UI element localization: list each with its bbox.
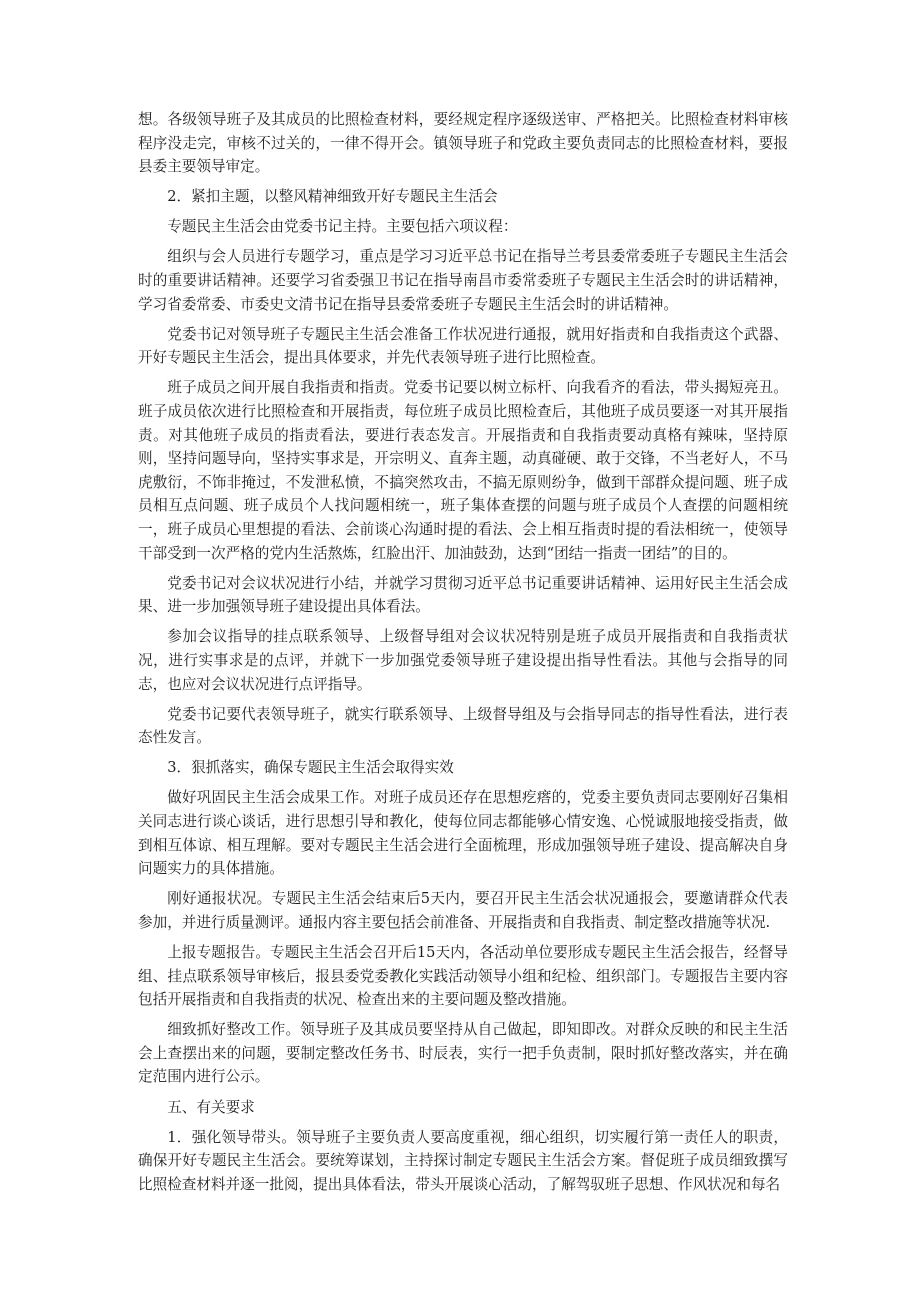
paragraph: 1．强化领导带头。领导班子主要负责人要高度重视，细心组织，切实履行第一责任人的职责，确保开好专题民主生活会。要统筹谋划，主持探讨制定专题民主生活会方案。督促班子成员细致撰写比照检查材料并逐一批阅，提出具体看法，带头开展谈心活动，了解驾驭班子思想、作风状况和每名 <box>138 1128 788 1193</box>
section-heading-2: 2．紧扣主题，以整风精神细致开好专题民主生活会 <box>167 188 498 206</box>
paragraph-continuation: 想。各级领导班子及其成员的比照检查材料，要经规定程序逐级送审、严格把关。比照检查材料审核程序没走完，审核不过关的，一律不得开会。镇领导班子和党政主要负责同志的比照检查材料，要报县委主要领导审定。 <box>138 111 788 176</box>
paragraph: 班子成员之间开展自我指责和指责。党委书记要以树立标杆、向我看齐的看法，带头揭短亮丑。班子成员依次进行比照检查和开展指责，每位班子成员比照检查后，其他班子成员要逐一对其开展指责。对其他班子成员的指责看法，要进行表态发言。开展指责和自我指责要动真格有辣味，坚持原则，坚持问题导向，坚持实事求是，开宗明义、直奔主题，动真碰硬、敢于交锋，不当老好人，不马虎敷衍，不饰非掩过，不发泄私愤，不搞突然攻击，不搞无原则纷争，做到干部群众提问题、班子成员相互点问题、班子成员个人找问题相统一，班子集体查摆的问题与班子成员个人查摆的问题相统一，班子成员心里想提的看法、会前谈心沟通时提的看法、会上相互指责时提的看法相统一，使领导干部受到一次严格的党内生活熬炼，红脸出汗、加油鼓劲，达到“团结一指责一团结”的目的。 <box>138 379 788 562</box>
paragraph: 上报专题报告。专题民主生活会召开后15天内，各活动单位要形成专题民主生活会报告，经督导组、挂点联系领导审核后，报县委党委教化实践活动领导小组和纪检、组织部门。专题报告主要内容包括开展指责和自我指责的状况、检查出来的主要问题及整改措施。 <box>138 944 788 1009</box>
section-heading-5: 五、有关要求 <box>167 1098 255 1116</box>
paragraph: 刚好通报状况。专题民主生活会结束后5天内，要召开民主生活会状况通报会，要邀请群众代表参加，并进行质量测评。通报内容主要包括会前准备、开展指责和自我指责、制定整改措施等状况. <box>138 890 788 931</box>
paragraph: 参加会议指导的挂点联系领导、上级督导组对会议状况特别是班子成员开展指责和自我指责状况，进行实事求是的点评，并就下一步加强党委领导班子建设提出指导性看法。其他与会指导的同志，也应对会议状况进行点评指导。 <box>138 628 788 693</box>
paragraph: 做好巩固民主生活会成果工作。对班子成员还存在思想疙瘩的，党委主要负责同志要刚好召集相关同志进行谈心谈话，进行思想引导和教化，使每位同志都能够心情安逸、心悦诚服地接受指责，做到相互体谅、相互理解。要对专题民主生活会进行全面梳理，形成加强领导班子建设、提高解决自身问题实力的具体措施。 <box>138 789 788 878</box>
paragraph: 组织与会人员进行专题学习，重点是学习习近平总书记在指导兰考县委常委班子专题民主生活会时的重要讲话精神。还要学习省委强卫书记在指导南昌市委常委班子专题民主生活会时的讲话精神，学习省委常委、市委史文清书记在指导县委常委班子专题民主生活会时的讲话精神。 <box>138 248 788 313</box>
section-heading-3: 3．狠抓落实，确保专题民主生活会取得实效 <box>167 759 454 777</box>
paragraph: 专题民主生活会由党委书记主持。主要包括六项议程： <box>167 218 518 236</box>
document-body <box>138 108 788 1203</box>
paragraph: 细致抓好整改工作。领导班子及其成员要坚持从自己做起，即知即改。对群众反映的和民主生活会上查摆出来的问题，要制定整改任务书、时辰表，实行一把手负责制，限时抓好整改落实，并在确定范围内进行公示。 <box>138 1021 788 1086</box>
paragraph: 党委书记对会议状况进行小结，并就学习贯彻习近平总书记重要讲话精神、运用好民主生活会成果、进一步加强领导班子建设提出具体看法。 <box>138 574 788 616</box>
paragraph: 党委书记要代表领导班子，就实行联系领导、上级督导组及与会指导同志的指导性看法，进行表态性发言。 <box>138 705 788 747</box>
paragraph: 党委书记对领导班子专题民主生活会准备工作状况进行通报，就用好指责和自我指责这个武器、开好专题民主生活会，提出具体要求，并先代表领导班子进行比照检查。 <box>138 325 788 367</box>
